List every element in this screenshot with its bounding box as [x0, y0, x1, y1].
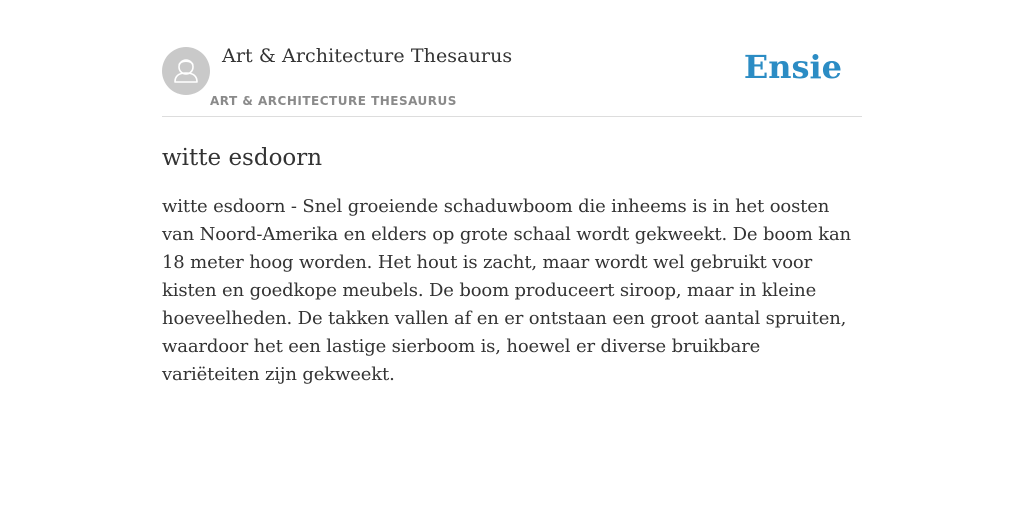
source-subtitle[interactable]: ART & ARCHITECTURE THESAURUS: [210, 94, 457, 108]
user-silhouette-icon: [162, 47, 210, 95]
ensie-logo[interactable]: Ensie: [743, 48, 842, 86]
source-title[interactable]: Art & Architecture Thesaurus: [222, 45, 513, 67]
content-container: [162, 0, 862, 389]
entry-header: [162, 0, 862, 117]
entry-definition: witte esdoorn - Snel groeiende schaduwboom die inheems is in het oosten van Noord-Amerika en elders op grote schaal wordt gekweekt. De boom kan 18 meter hoog worden. Het hout is zacht, maar wordt wel gebruikt voor kisten en goedkope meubels. De boom produceert siroop, maar in kleine hoeveelheden. De takken vallen af en er ontstaan een groot aantal spruiten, waardoor het een lastige sierboom is, hoewel er diverse bruikbare variëteiten zijn gekweekt.: [162, 196, 851, 385]
source-avatar[interactable]: [162, 47, 210, 95]
entry-term: witte esdoorn: [162, 145, 323, 171]
